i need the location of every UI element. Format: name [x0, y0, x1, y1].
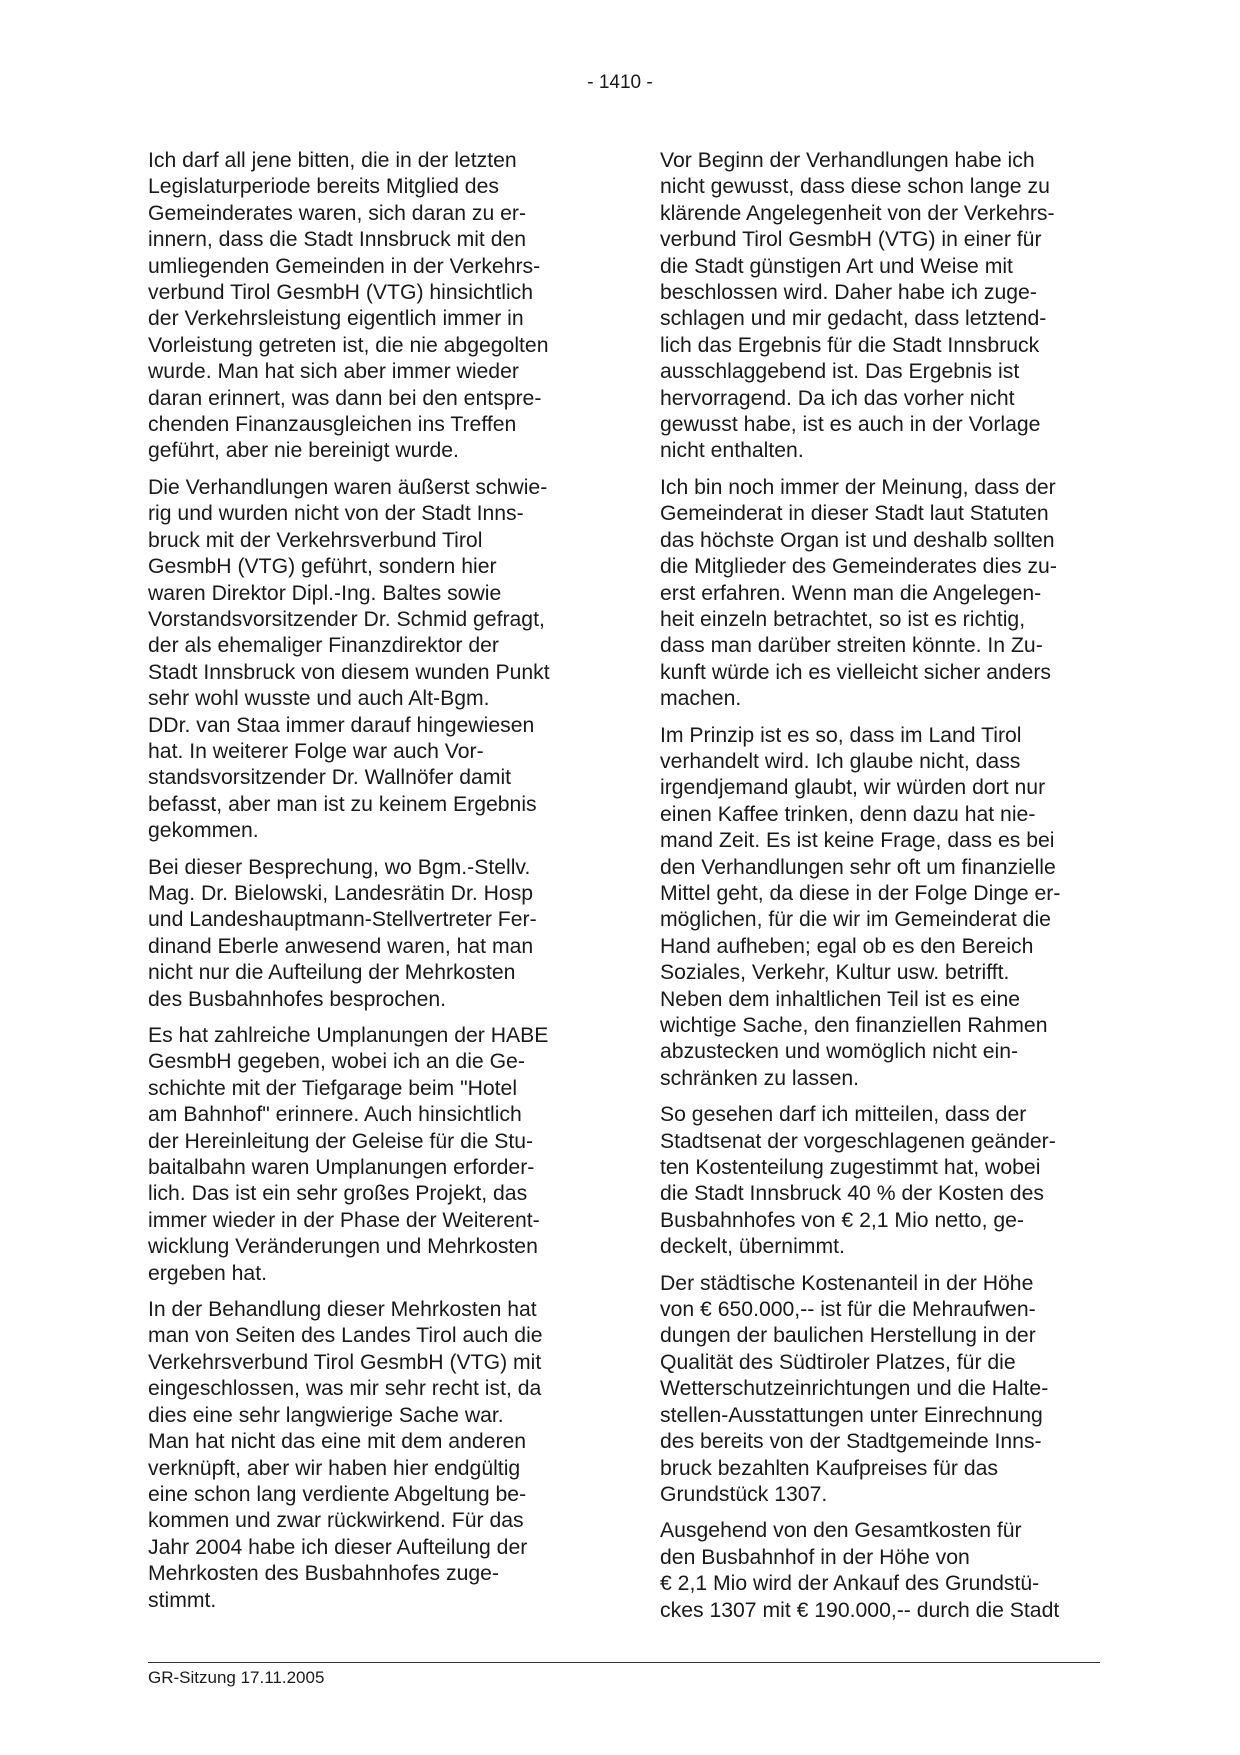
- paragraph: Ausgehend von den Gesamtkosten für den Busbahnhof in der Höhe von € 2,1 Mio wird der Ankauf des Grundstü- ckes 1307 mit € 190.000,-- durch die Stadt: [660, 1519, 1060, 1622]
- page-number: - 1410 -: [587, 72, 653, 93]
- paragraph: Der städtische Kostenanteil in der Höhe von € 650.000,-- ist für die Mehraufwen- dungen der baulichen Herstellung in der Qualität des Südtiroler Platzes, für die Wetterschutzeinrichtungen und die Halte- stellen-Ausstattungen unter Einrechnung des bereits von der Stadtgemeinde Inns- bruck bezahlten Kaufpreises für das Grundstück 1307.: [660, 1271, 1049, 1506]
- footer-session-date: GR-Sitzung 17.11.2005: [148, 1668, 325, 1687]
- right-column: [660, 148, 1108, 1634]
- paragraph: Vor Beginn der Verhandlungen habe ich nicht gewusst, dass diese schon lange zu klärende Angelegenheit von der Verkehrs- verbund Tirol GesmbH (VTG) in einer für die Stadt günstigen Art und Weise mit beschlossen wird. Daher habe ich zuge- schlagen und mir gedacht, dass letztend- lich das Ergebnis für die Stadt Innsbruck ausschlaggebend ist. Das Ergebnis ist hervorragend. Da ich das vorher nicht gewusst habe, ist es auch in der Vorlage nicht enthalten.: [660, 149, 1055, 463]
- footer-divider: [148, 1662, 1100, 1663]
- paragraph: Ich bin noch immer der Meinung, dass der Gemeinderat in dieser Stadt laut Statuten das höchste Organ ist und deshalb sollten die Mitglieder des Gemeinderates dies zu- erst erfahren. Wenn man die Angelegen- heit einzeln betrachtet, so ist es richtig, dass man darüber streiten könnte. In Zu- kunft würde ich es vielleicht sicher anders machen.: [660, 475, 1057, 711]
- left-column: [148, 148, 596, 1624]
- paragraph: So gesehen darf ich mitteilen, dass der Stadtsenat der vorgeschlagenen geänder- ten Kostenteilung zugestimmt hat, wobei die Stadt Innsbruck 40 % der Kosten des Busbahnhofes von € 2,1 Mio netto, ge- deckelt, übernimmt.: [660, 1103, 1056, 1259]
- paragraph: Die Verhandlungen waren äußerst schwie- rig und wurden nicht von der Stadt Inns- bruck mit der Verkehrsverbund Tirol GesmbH (VTG) geführt, sondern hier waren Direktor Dipl.-Ing. Baltes sowie Vorstandsvorsitzender Dr. Schmid gefragt, der als ehemaliger Finanzdirektor der Stadt Innsbruck von diesem wunden Punkt sehr wohl wusste und auch Alt-Bgm. DDr. van Staa immer darauf hingewiesen hat. In weiterer Folge war auch Vor- standsvorsitzender Dr. Wallnöfer damit befasst, aber man ist zu keinem Ergebnis gekommen.: [148, 475, 550, 843]
- paragraph: Im Prinzip ist es so, dass im Land Tirol verhandelt wird. Ich glaube nicht, dass irgendjemand glaubt, wir würden dort nur einen Kaffee trinken, denn dazu hat nie- mand Zeit. Es ist keine Frage, dass es bei den Verhandlungen sehr oft um finanzielle Mittel geht, da diese in der Folge Dinge er- möglichen, für die wir im Gemeinderat die Hand aufheben; egal ob es den Bereich Soziales, Verkehr, Kultur usw. betrifft. Neben dem inhaltlichen Teil ist es eine wichtige Sache, den finanziellen Rahmen abzustecken und womöglich nicht ein- schränken zu lassen.: [660, 723, 1061, 1090]
- paragraph: Ich darf all jene bitten, die in der letzten Legislaturperiode bereits Mitglied des Gemeinderates waren, sich daran zu er- innern, dass die Stadt Innsbruck mit den umliegenden Gemeinden in der Verkehrs- verbund Tirol GesmbH (VTG) hinsichtlich der Verkehrsleistung eigentlich immer in Vorleistung getreten ist, die nie abgegolten wurde. Man hat sich aber immer wieder daran erinnert, was dann bei den entspre- chenden Finanzausgleichen ins Treffen geführt, aber nie bereinigt wurde.: [148, 149, 549, 463]
- paragraph: Bei dieser Besprechung, wo Bgm.-Stellv. Mag. Dr. Bielowski, Landesrätin Dr. Hosp und Landeshauptmann-Stellvertreter Fer- dinand Eberle anwesend waren, hat man nicht nur die Aufteilung der Mehrkosten des Busbahnhofes besprochen.: [148, 855, 537, 1011]
- paragraph: In der Behandlung dieser Mehrkosten hat man von Seiten des Landes Tirol auch die Verkehrsverbund Tirol GesmbH (VTG) mit eingeschlossen, was mir sehr recht ist, da dies eine sehr langwierige Sache war. Man hat nicht das eine mit dem anderen verknüpft, aber wir haben hier endgültig eine schon lang verdiente Abgeltung be- kommen und zwar rückwirkend. Für das Jahr 2004 habe ich dieser Aufteilung der Mehrkosten des Busbahnhofes zuge- stimmt.: [148, 1298, 543, 1612]
- paragraph: Es hat zahlreiche Umplanungen der HABE GesmbH gegeben, wobei ich an die Ge- schichte mit der Tiefgarage beim "Hotel am Bahnhof" erinnere. Auch hinsichtlich der Hereinleitung der Geleise für die Stu- baitalbahn waren Umplanungen erforder- lich. Das ist ein sehr großes Projekt, das immer wieder in der Phase der Weiterent- wicklung Veränderungen und Mehrkosten ergeben hat.: [148, 1024, 549, 1285]
